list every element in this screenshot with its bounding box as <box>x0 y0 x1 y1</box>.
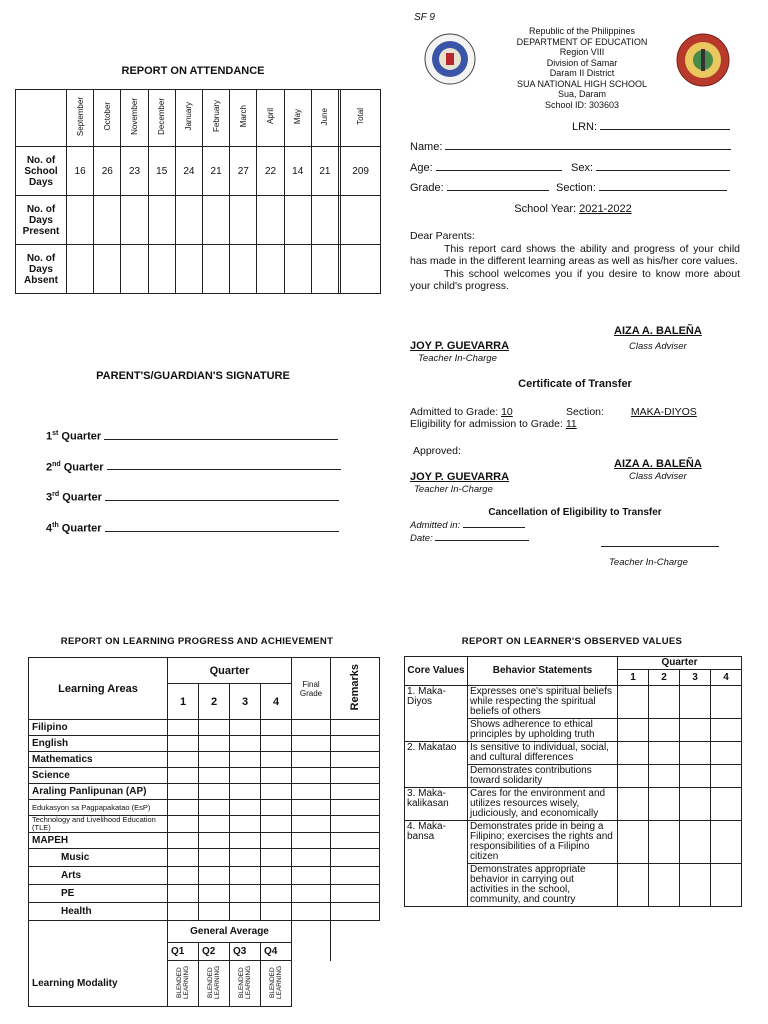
month-header: March <box>230 90 257 147</box>
salutation: Dear Parents: <box>410 230 475 242</box>
values-quarter-header: Quarter <box>618 657 742 670</box>
header-line: DEPARTMENT OF EDUCATION <box>516 36 648 47</box>
signature-row[interactable]: 3rd Quarter <box>46 481 341 512</box>
attendance-cell[interactable] <box>94 196 121 245</box>
sex-field[interactable]: Sex: <box>571 162 730 174</box>
core-values-header: Core Values <box>405 657 468 686</box>
month-header: Total <box>341 90 381 147</box>
adviser-role: Class Adviser <box>629 341 687 352</box>
final-grade-header: Final Grade <box>292 658 331 720</box>
admitted-in-field[interactable]: Admitted in: <box>410 520 525 531</box>
gen-avg-q: Q4 <box>261 943 292 961</box>
modality-cell: BLENDED LEARNING <box>168 961 199 1007</box>
header-line: SUA NATIONAL HIGH SCHOOL <box>516 78 648 89</box>
attendance-cell[interactable] <box>148 245 175 294</box>
attendance-table <box>15 89 381 294</box>
modality-cell: BLENDED LEARNING <box>199 961 230 1007</box>
admitted-grade: 10 <box>501 406 513 418</box>
attendance-title: REPORT ON ATTENDANCE <box>121 65 265 77</box>
attendance-cell: 22 <box>257 147 284 196</box>
remarks-header: Remarks <box>331 658 380 720</box>
attendance-cell[interactable] <box>94 245 121 294</box>
core-value: 4. Maka-bansa <box>405 821 468 907</box>
values-q: 2 <box>649 670 680 686</box>
attendance-cell: 15 <box>148 147 175 196</box>
subject: PE <box>29 885 168 903</box>
behavior-statement: Is sensitive to individual, social, and cultural differences <box>468 742 618 765</box>
quarter-number: 3 <box>230 684 261 720</box>
teacher-name-2: JOY P. GUEVARRA <box>410 471 510 483</box>
subject: Filipino <box>29 720 168 736</box>
name-field[interactable]: Name: <box>410 141 731 153</box>
month-header: June <box>311 90 338 147</box>
form-code: SF 9 <box>414 12 435 23</box>
adviser-name: AIZA A. BALEÑA <box>614 325 702 337</box>
subject: Science <box>29 768 168 784</box>
attendance-cell[interactable] <box>203 196 230 245</box>
subject: Araling Panlipunan (AP) <box>29 784 168 800</box>
attendance-cell: 16 <box>67 147 94 196</box>
date-field[interactable]: Date: <box>410 533 529 544</box>
deped-seal-icon <box>424 33 476 85</box>
attendance-cell: 26 <box>94 147 121 196</box>
admitted-line: Admitted to Grade: 10 Section: MAKA-DIYOS <box>410 406 711 418</box>
gen-avg-q: Q1 <box>168 943 199 961</box>
attendance-cell[interactable] <box>311 245 338 294</box>
month-header: April <box>257 90 284 147</box>
attendance-cell: 23 <box>121 147 148 196</box>
letter-paragraph: This school welcomes you if you desire to know more about your child's progress. <box>410 267 740 292</box>
header-line: Sua, Daram <box>557 89 607 99</box>
attendance-cell: 27 <box>230 147 257 196</box>
core-value: 1. Maka-Diyos <box>405 686 468 742</box>
quarter-header: Quarter <box>168 658 292 684</box>
attendance-cell[interactable] <box>341 245 381 294</box>
quarter-number: 2 <box>199 684 230 720</box>
cancellation-role: Teacher In-Charge <box>609 557 688 568</box>
month-header: January <box>175 90 202 147</box>
header-line: School ID: 303603 <box>544 99 620 110</box>
month-header: October <box>94 90 121 147</box>
attendance-cell[interactable] <box>148 196 175 245</box>
values-table <box>404 656 742 907</box>
subject-mapeh: MAPEH <box>29 833 168 849</box>
values-title: REPORT ON LEARNER'S OBSERVED VALUES <box>461 636 683 647</box>
attendance-cell[interactable] <box>341 196 381 245</box>
progress-table <box>28 657 380 1007</box>
attendance-cell[interactable] <box>121 196 148 245</box>
subject: English <box>29 736 168 752</box>
attendance-cell: 21 <box>203 147 230 196</box>
section-field[interactable]: Section: <box>556 182 727 194</box>
letter <box>410 230 740 293</box>
school-header <box>496 26 668 110</box>
signature-title: PARENT'S/GUARDIAN'S SIGNATURE <box>96 370 290 382</box>
modality-cell: BLENDED LEARNING <box>230 961 261 1007</box>
attendance-cell[interactable] <box>230 245 257 294</box>
attendance-cell: 209 <box>341 147 381 196</box>
gen-avg-q: Q2 <box>199 943 230 961</box>
core-value: 2. Makatao <box>405 742 468 788</box>
attendance-cell[interactable] <box>67 245 94 294</box>
attendance-cell[interactable] <box>230 196 257 245</box>
behavior-statement: Cares for the environment and utilizes resources wisely, judiciously, and economically <box>468 788 618 821</box>
core-value: 3. Maka-kalikasan <box>405 788 468 821</box>
month-header: February <box>203 90 230 147</box>
attendance-cell: 21 <box>311 147 338 196</box>
values-q: 3 <box>680 670 711 686</box>
teacher-role: Teacher In-Charge <box>418 353 497 364</box>
attendance-cell[interactable] <box>175 196 202 245</box>
month-header: May <box>284 90 311 147</box>
row-label: No. of Days Absent <box>16 245 67 294</box>
subject: Health <box>29 903 168 921</box>
subject: Music <box>29 849 168 867</box>
header-line: Region VIII <box>559 47 605 57</box>
teacher-signature-line <box>601 546 719 547</box>
cancellation-title: Cancellation of Eligibility to Transfer <box>488 507 662 518</box>
modality-cell: BLENDED LEARNING <box>261 961 292 1007</box>
month-header: November <box>121 90 148 147</box>
progress-title: REPORT ON LEARNING PROGRESS AND ACHIEVEMENT <box>60 636 334 647</box>
signature-row[interactable]: 1st Quarter <box>46 420 341 451</box>
behavior-statement: Demonstrates contributions toward solidarity <box>468 765 618 788</box>
quarter-number: 4 <box>261 684 292 720</box>
subject: Mathematics <box>29 752 168 768</box>
attendance-cell[interactable] <box>257 196 284 245</box>
month-header: September <box>67 90 94 147</box>
eligibility-line: Eligibility for admission to Grade: 11 <box>410 418 577 430</box>
month-header: December <box>148 90 175 147</box>
attendance-cell: 14 <box>284 147 311 196</box>
attendance-cell[interactable] <box>311 196 338 245</box>
teacher-role-2: Teacher In-Charge <box>414 484 493 495</box>
attendance-cell[interactable] <box>121 245 148 294</box>
attendance-cell[interactable] <box>203 245 230 294</box>
eligibility-grade: 11 <box>565 418 577 430</box>
subject: Arts <box>29 867 168 885</box>
letter-paragraph: This report card shows the ability and progress of your child has made in the different learning areas as well as his/her core values. <box>410 242 740 267</box>
transfer-title: Certificate of Transfer <box>518 378 632 390</box>
attendance-cell[interactable] <box>175 245 202 294</box>
row-label: No. of Days Present <box>16 196 67 245</box>
subject: Technology and Livelihood Education (TLE) <box>29 816 168 833</box>
values-q: 4 <box>711 670 742 686</box>
attendance-cell: 24 <box>175 147 202 196</box>
signature-lines <box>46 420 341 543</box>
age-field[interactable]: Age: <box>410 162 562 174</box>
header-line: Republic of the Philippines <box>528 26 636 36</box>
values-q: 1 <box>618 670 649 686</box>
learning-modality-label: Learning Modality <box>29 961 168 1007</box>
school-seal-icon <box>676 33 730 87</box>
signature-row[interactable]: 4th Quarter <box>46 512 341 543</box>
header-line: Daram II District <box>549 68 615 78</box>
teacher-name: JOY P. GUEVARRA <box>410 340 510 352</box>
attendance-cell[interactable] <box>67 196 94 245</box>
lrn-field[interactable]: LRN: <box>572 121 730 133</box>
row-label: No. of School Days <box>16 147 67 196</box>
attendance-cell[interactable] <box>257 245 284 294</box>
school-year: School Year: 2021-2022 <box>514 203 632 215</box>
behavior-statement: Demonstrates appropriate behavior in carrying out activities in the school, community, and country <box>468 864 618 907</box>
adviser-role-2: Class Adviser <box>629 471 687 482</box>
attendance-cell[interactable] <box>284 196 311 245</box>
gen-avg-q: Q3 <box>230 943 261 961</box>
attendance-cell[interactable] <box>284 245 311 294</box>
behavior-statement: Expresses one's spiritual beliefs while respecting the spiritual beliefs of others <box>468 686 618 719</box>
grade-field[interactable]: Grade: <box>410 182 549 194</box>
attendance-corner <box>16 90 67 147</box>
signature-row[interactable]: 2nd Quarter <box>46 451 341 482</box>
quarter-number: 1 <box>168 684 199 720</box>
behavior-statement: Shows adherence to ethical principles by upholding truth <box>468 719 618 742</box>
adviser-name-2: AIZA A. BALEÑA <box>614 458 702 470</box>
header-line: Division of Samar <box>546 57 618 68</box>
behavior-header: Behavior Statements <box>468 657 618 686</box>
subject: Edukasyon sa Pagpapakatao (EsP) <box>29 800 168 816</box>
learning-areas-header: Learning Areas <box>29 658 168 720</box>
general-average-header: General Average <box>168 921 292 943</box>
behavior-statement: Demonstrates pride in being a Filipino; exercises the rights and responsibilities of a Filipino citizen <box>468 821 618 864</box>
approved-label: Approved: <box>413 445 461 457</box>
section-value: MAKA-DIYOS <box>630 406 697 418</box>
